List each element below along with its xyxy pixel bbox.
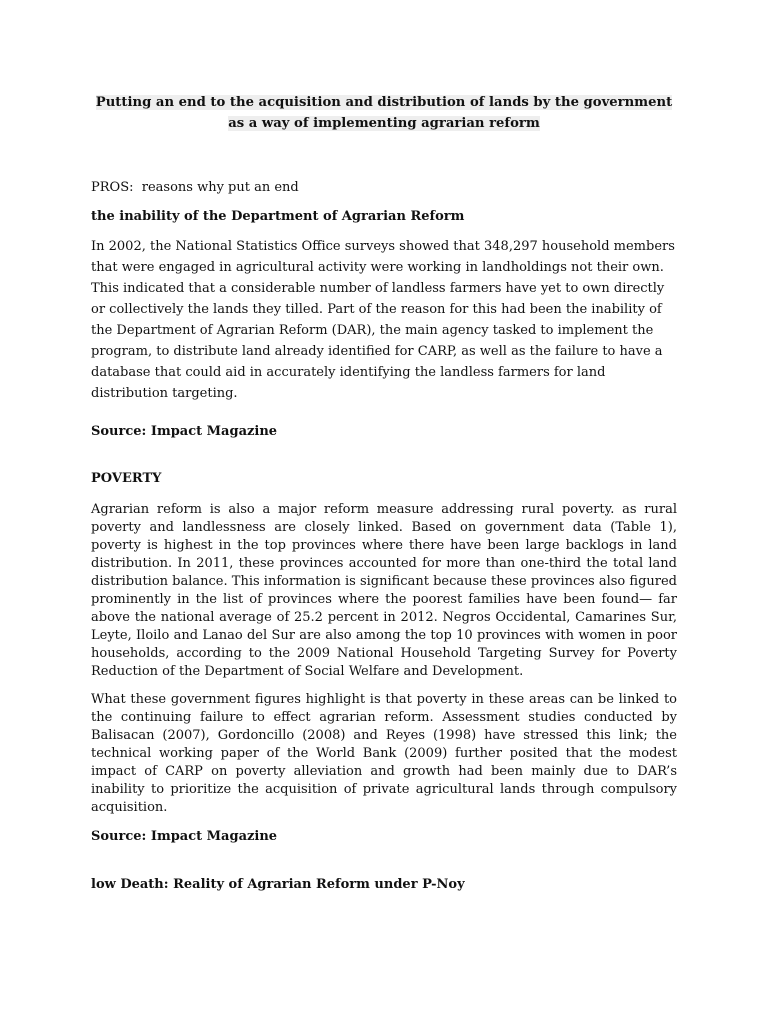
paragraph-poverty-2: What these government figures highlight is that poverty in these areas can be linked to the continuing failure to effect agrarian reform. Assessment studies conducted by Balisacan (2007), Gordoncillo (2008) and Reyes (1998) have stressed this link; the technical working paper of the World Bank (2009) further posited that the modest impact of CARP on poverty alleviation and growth had been mainly due to DAR’s inability to prioritize the acquisition of private agricultural lands through compulsory acquisition. (91, 692, 677, 815)
document-title-text: Putting an end to the acquisition and distribution of lands by the government as a way of implementing agrarian reform (95, 95, 673, 131)
paragraph-poverty-1: Agrarian reform is also a major reform measure addressing rural poverty. as rural poverty and landlessness are closely linked. Based on government data (Table 1), poverty is highest in the top provinces where there have been large backlogs in land distribution. In 2011, these provinces accounted for more than one-third the total land distribution balance. This information is significant because these provinces also figured prominently in the list of provinces where the poorest families have been found— far above the national average of 25.2 percent in 2012. Negros Occidental, Camarines Sur, Leyte, Iloilo and Lanao del Sur are also among the top 10 provinces with women in poor households, according to the 2009 National Household Targeting Survey for Poverty Reduction of the Department of Social Welfare and Development. (91, 502, 677, 679)
document-title (91, 92, 677, 134)
section-heading-poverty: POVERTY (91, 471, 162, 486)
pros-label: PROS: reasons why put an end (91, 180, 299, 195)
source-citation-2: Source: Impact Magazine (91, 829, 278, 844)
document-page (91, 92, 677, 904)
section-heading-dar: the inability of the Department of Agrarian Reform (91, 209, 465, 224)
paragraph-dar: In 2002, the National Statistics Office surveys showed that 348,297 household members that were engaged in agricultural activity were working in landholdings not their own. This indicated that a considerable number of landless farmers have yet to own directly or collectively the lands they tilled. Part of the reason for this had been the inability of the Department of Agrarian Reform (DAR), the main agency tasked to implement the program, to distribute land already identified for CARP, as well as the failure to have a database that could aid in accurately identifying the landless farmers for land distribution targeting. (91, 239, 675, 401)
source-citation-1: Source: Impact Magazine (91, 424, 278, 439)
section-heading-slow-death: low Death: Reality of Agrarian Reform under P-Noy (91, 877, 465, 892)
